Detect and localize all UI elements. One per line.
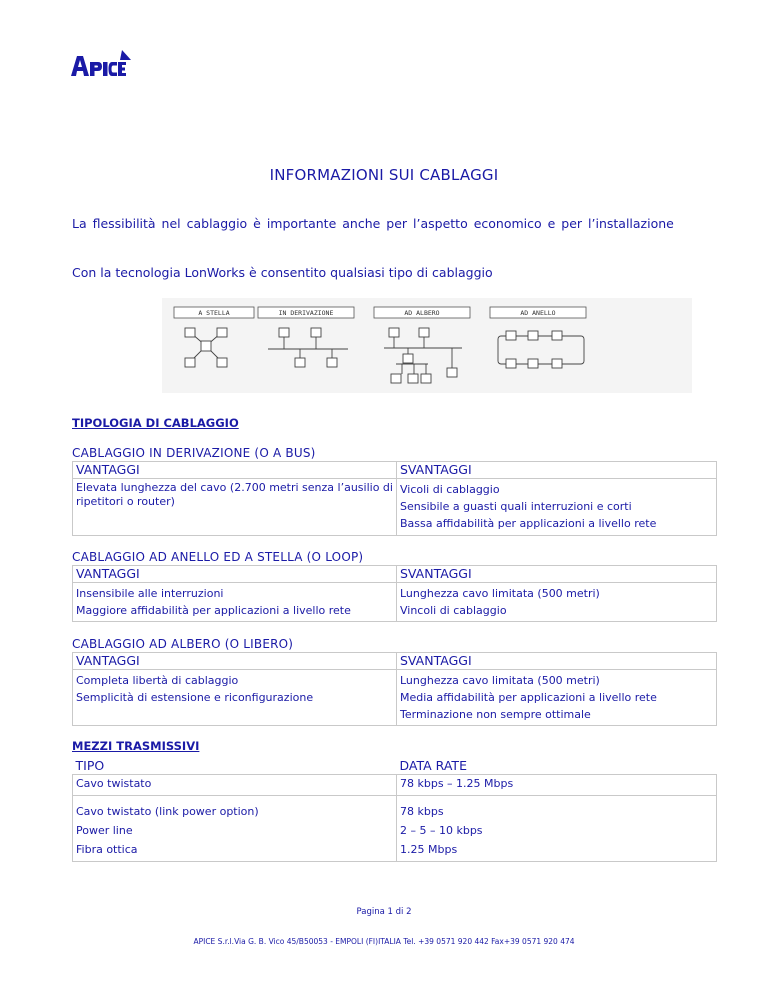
table-row xyxy=(73,583,717,622)
col-data-rate: DATA RATE xyxy=(399,758,467,773)
list-item: Elevata lunghezza del cavo (2.700 metri senza l’ausilio di ripetitori o router) xyxy=(76,481,393,508)
svantaggi-cell xyxy=(397,583,717,622)
page-number: Pagina 1 di 2 xyxy=(356,907,412,917)
list-item: Sensibile a guasti quali interruzioni e corti xyxy=(400,500,632,513)
list-item: Media affidabilità per applicazioni a livello rete xyxy=(400,691,657,704)
col-tipo: TIPO xyxy=(75,758,105,773)
mezzi-heading: MEZZI TRASMISSIVI xyxy=(72,739,200,753)
svantaggi-cell xyxy=(397,479,717,536)
list-item: Power line xyxy=(76,824,133,837)
rate-cell xyxy=(397,796,717,862)
table-derivazione xyxy=(72,461,717,536)
section-title-anello: CABLAGGIO AD ANELLO ED A STELLA (O LOOP) xyxy=(72,550,364,564)
list-item: Completa libertà di cablaggio xyxy=(76,674,239,687)
rate-cell: 78 kbps – 1.25 Mbps xyxy=(397,775,717,796)
list-item: Lunghezza cavo limitata (500 metri) xyxy=(400,674,600,687)
list-item: Bassa affidabilità per applicazioni a livello rete xyxy=(400,517,657,530)
bus-topology xyxy=(268,328,348,367)
table-mezzi xyxy=(72,756,717,862)
list-item: Lunghezza cavo limitata (500 metri) xyxy=(400,587,600,600)
page-title: INFORMAZIONI SUI CABLAGGI xyxy=(269,166,499,184)
section-title-albero: CABLAGGIO AD ALBERO (O LIBERO) xyxy=(72,637,294,651)
table-header-row xyxy=(73,566,717,583)
label-anello: AD ANELLO xyxy=(520,309,556,317)
section-title-derivazione: CABLAGGIO IN DERIVAZIONE (O A BUS) xyxy=(72,446,316,460)
col-svantaggi: SVANTAGGI xyxy=(397,462,717,479)
star-topology xyxy=(185,328,227,367)
col-svantaggi: SVANTAGGI xyxy=(397,653,717,670)
intro-paragraph: La flessibilità nel cablaggio è importante anche per l’aspetto economico e per l’installazione xyxy=(72,216,674,231)
tipo-cell: Cavo twistato xyxy=(73,775,397,796)
company-address: APICE S.r.l.Via G. B. Vico 45/B50053 - EMPOLI (FI)ITALIA Tel. +39 0571 920 442 Fax+39 0571 920 474 xyxy=(193,937,575,946)
label-albero: AD ALBERO xyxy=(404,309,440,317)
svantaggi-cell xyxy=(397,670,717,726)
tipo-cell xyxy=(73,796,397,862)
vantaggi-cell xyxy=(73,583,397,622)
list-item: 78 kbps xyxy=(400,805,444,818)
intro-paragraph-lonworks: Con la tecnologia LonWorks è consentito qualsiasi tipo di cablaggio xyxy=(72,265,493,280)
list-item: Terminazione non sempre ottimale xyxy=(400,708,591,721)
table-header-row xyxy=(73,462,717,479)
list-item: Vincoli di cablaggio xyxy=(400,604,507,617)
col-svantaggi: SVANTAGGI xyxy=(397,566,717,583)
label-derivazione: IN DERIVAZIONE xyxy=(278,309,334,317)
table-anello xyxy=(72,565,717,622)
table-header-row xyxy=(73,756,717,775)
tipologia-heading: TIPOLOGIA DI CABLAGGIO xyxy=(72,416,239,430)
ring-topology xyxy=(498,331,584,368)
apice-logo xyxy=(70,42,132,78)
tree-topology xyxy=(384,328,462,383)
list-item: Semplicità di estensione e riconfigurazione xyxy=(76,691,314,704)
list-item: Cavo twistato (link power option) xyxy=(76,805,259,818)
label-stella: A STELLA xyxy=(198,309,230,317)
topology-diagram xyxy=(162,298,692,393)
list-item: Fibra ottica xyxy=(76,843,138,856)
list-item: 1.25 Mbps xyxy=(400,843,458,856)
list-item: Vicoli di cablaggio xyxy=(400,483,500,496)
table-row xyxy=(73,775,717,796)
list-item: 2 – 5 – 10 kbps xyxy=(400,824,483,837)
table-row xyxy=(73,479,717,536)
vantaggi-cell xyxy=(73,670,397,726)
table-row xyxy=(73,670,717,726)
col-vantaggi: VANTAGGI xyxy=(73,462,397,479)
vantaggi-cell xyxy=(73,479,397,536)
table-albero xyxy=(72,652,717,726)
col-vantaggi: VANTAGGI xyxy=(73,653,397,670)
table-header-row xyxy=(73,653,717,670)
col-vantaggi: VANTAGGI xyxy=(73,566,397,583)
table-row xyxy=(73,796,717,862)
list-item: Insensibile alle interruzioni xyxy=(76,587,224,600)
list-item: Maggiore affidabilità per applicazioni a livello rete xyxy=(76,604,351,617)
